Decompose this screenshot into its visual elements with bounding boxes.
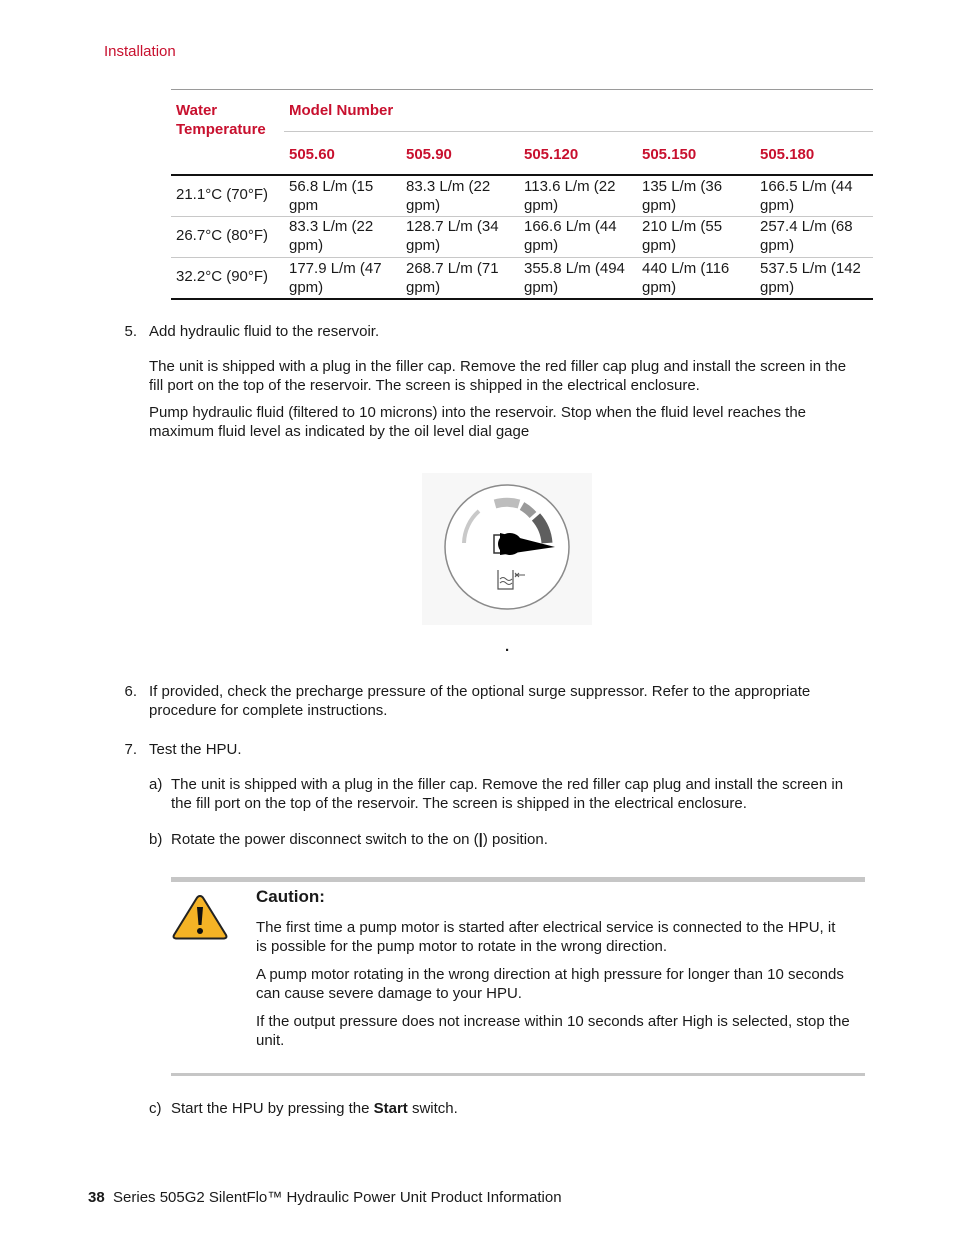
step-6-number: 6. <box>124 683 137 700</box>
substep-a-label: a) <box>149 776 163 793</box>
table-row <box>171 258 873 299</box>
substep-b-text: Rotate the power disconnect switch to the on (|) position. <box>171 831 548 848</box>
flow-rate-table <box>171 89 873 301</box>
model-number-header: Model Number <box>289 102 394 119</box>
table-cell: 135 L/m (36 gpm) <box>642 178 723 214</box>
page-footer <box>88 1189 562 1206</box>
row-temperature: 26.7°C (80°F) <box>176 227 269 244</box>
on-symbol: | <box>478 831 483 848</box>
oil-level-gauge-icon <box>422 473 592 625</box>
substep-c-text: Start the HPU by pressing the Start switch. <box>171 1100 458 1117</box>
table-cell: 113.6 L/m (22 gpm) <box>524 178 616 214</box>
model-header-505-90: 505.90 <box>406 146 452 163</box>
caution-paragraph-3: If the output pressure does not increase within 10 seconds after High is selected, stop the unit. <box>256 1013 850 1049</box>
caution-paragraph-1: The first time a pump motor is started after electrical service is connected to the HPU, it is possible for the pump motor to rotate in the wrong direction. <box>256 919 836 955</box>
oil-level-gauge-figure <box>422 473 592 625</box>
step-5-paragraph-2: Pump hydraulic fluid (filtered to 10 microns) into the reservoir. Stop when the fluid level reaches the maximum fluid level as indicated by the oil level dial gage <box>149 404 806 440</box>
header-sub-rule <box>284 131 873 132</box>
step-7-title: Test the HPU. <box>149 741 242 758</box>
page-number: 38 <box>88 1189 105 1206</box>
table-cell: 166.5 L/m (44 gpm) <box>760 178 853 214</box>
step-5-paragraph-1: The unit is shipped with a plug in the filler cap. Remove the red filler cap plug and install the screen in the fill port on the top of the reservoir. The screen is shipped in the electrical enclosure. <box>149 358 847 394</box>
warning-triangle-icon <box>171 893 229 941</box>
caution-top-bar <box>171 877 865 882</box>
table-row <box>171 176 873 217</box>
table-cell: 83.3 L/m (22 gpm) <box>406 178 491 214</box>
caution-paragraph-2: A pump motor rotating in the wrong direction at high pressure for longer than 10 seconds can cause severe damage to your HPU. <box>256 966 844 1002</box>
model-header-505-180: 505.180 <box>760 146 815 163</box>
table-cell: 210 L/m (55 gpm) <box>642 218 723 254</box>
step-5-title: Add hydraulic fluid to the reservoir. <box>149 323 380 340</box>
table-cell: 268.7 L/m (71 gpm) <box>406 260 499 296</box>
table-cell: 83.3 L/m (22 gpm) <box>289 218 374 254</box>
step-6-text: If provided, check the precharge pressure of the optional surge suppressor. Refer to the appropriate procedure for complete instructions. <box>149 683 811 719</box>
table-cell: 177.9 L/m (47 gpm) <box>289 260 382 296</box>
table-cell: 440 L/m (116 gpm) <box>642 260 730 296</box>
table-cell: 355.8 L/m (494 gpm) <box>524 260 625 296</box>
step-5-number: 5. <box>124 323 137 340</box>
table-cell: 166.6 L/m (44 gpm) <box>524 218 617 254</box>
start-switch-label: Start <box>373 1100 408 1117</box>
table-cell: 537.5 L/m (142 gpm) <box>760 260 861 296</box>
substep-c-label: c) <box>149 1100 162 1117</box>
table-row <box>171 217 873 258</box>
caution-title: Caution: <box>256 887 325 906</box>
document-title: Series 505G2 SilentFlo™ Hydraulic Power Unit Product Information <box>113 1189 562 1206</box>
caution-bottom-bar <box>171 1073 865 1076</box>
row-temperature: 32.2°C (90°F) <box>176 268 269 285</box>
model-header-505-120: 505.120 <box>524 146 579 163</box>
table-top-rule <box>171 89 873 90</box>
model-header-505-60: 505.60 <box>289 146 335 163</box>
model-header-505-150: 505.150 <box>642 146 697 163</box>
substep-b-label: b) <box>149 831 163 848</box>
section-header: Installation <box>104 43 176 60</box>
row-temperature: 21.1°C (70°F) <box>176 186 269 203</box>
table-cell: 257.4 L/m (68 gpm) <box>760 218 853 254</box>
table-cell: 56.8 L/m (15 gpm <box>289 178 374 214</box>
substep-a-text: The unit is shipped with a plug in the filler cap. Remove the red filler cap plug and install the screen in the fill port on the top of the reservoir. The screen is shipped in the electrical enclosure. <box>171 776 844 812</box>
water-temperature-header: Water Temperature <box>176 102 266 138</box>
figure-caption: . <box>505 638 510 655</box>
step-7-number: 7. <box>124 741 137 758</box>
table-bottom-rule <box>171 298 873 300</box>
table-cell: 128.7 L/m (34 gpm) <box>406 218 499 254</box>
